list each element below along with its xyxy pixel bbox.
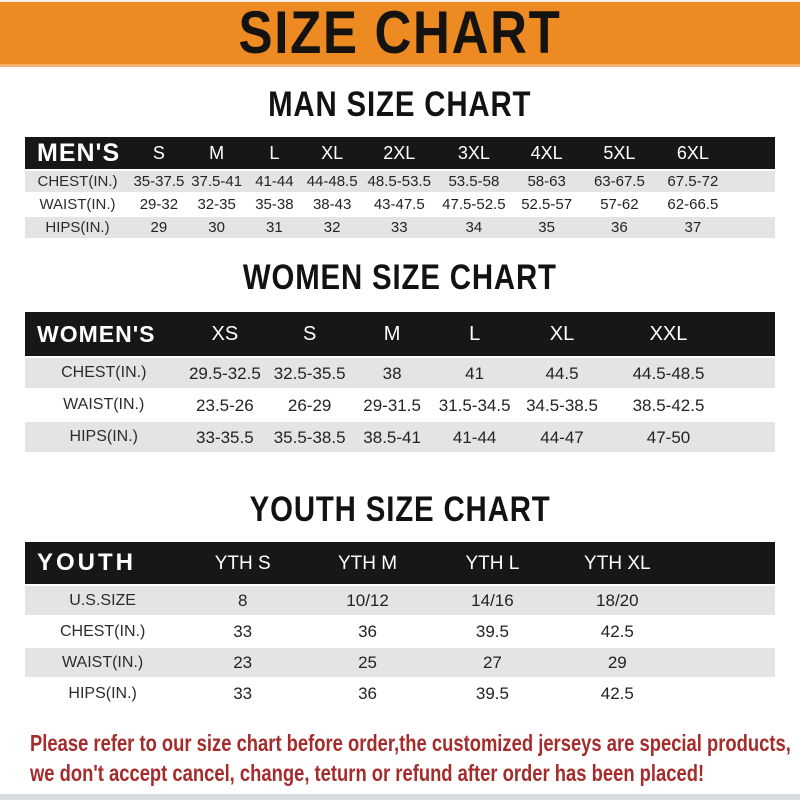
value-cell: 39.5 — [430, 617, 555, 646]
spacer-cell — [680, 679, 775, 708]
disclaimer-note — [30, 728, 800, 788]
size-header-cell: YTH S — [180, 542, 305, 584]
size-header-cell: XS — [183, 312, 268, 356]
row-label-cell: HIPS(IN.) — [25, 217, 130, 238]
size-header-cell: L — [432, 312, 517, 356]
value-cell: 41-44 — [246, 171, 304, 192]
row-label-cell: CHEST(IN.) — [25, 617, 180, 646]
value-cell: 44.5 — [517, 358, 607, 388]
value-cell: 35-37.5 — [130, 171, 188, 192]
value-cell: 35-38 — [246, 194, 304, 215]
row-label-cell: U.S.SIZE — [25, 586, 180, 615]
value-cell: 29 — [130, 217, 188, 238]
size-header-cell: XL — [303, 137, 361, 169]
disclaimer-line-2 — [30, 758, 800, 788]
value-cell: 42.5 — [555, 679, 680, 708]
value-cell: 26-29 — [267, 390, 352, 420]
table-row — [25, 422, 775, 452]
value-cell: 37 — [656, 217, 730, 238]
spacer-cell — [730, 422, 775, 452]
value-cell: 47-50 — [607, 422, 730, 452]
size-chart-banner — [0, 0, 800, 67]
value-cell: 29 — [555, 648, 680, 677]
value-cell: 10/12 — [305, 586, 430, 615]
value-cell: 38.5-41 — [352, 422, 432, 452]
women-section — [0, 260, 800, 454]
value-cell: 36 — [583, 217, 656, 238]
value-cell: 41 — [432, 358, 517, 388]
size-header-cell: YTH L — [430, 542, 555, 584]
row-label-cell: HIPS(IN.) — [25, 679, 180, 708]
row-label-cell: WAIST(IN.) — [25, 390, 183, 420]
spacer-cell — [730, 217, 775, 238]
size-header-row — [25, 312, 775, 356]
spacer-cell — [730, 390, 775, 420]
size-header-cell: 5XL — [583, 137, 656, 169]
size-header-cell: 2XL — [361, 137, 438, 169]
table-row — [25, 358, 775, 388]
size-header-cell: M — [352, 312, 432, 356]
value-cell: 38 — [352, 358, 432, 388]
value-cell: 33 — [180, 679, 305, 708]
spacer-cell — [730, 312, 775, 356]
row-label-cell: HIPS(IN.) — [25, 422, 183, 452]
size-header-row — [25, 542, 775, 584]
table-row — [25, 390, 775, 420]
value-cell: 33 — [361, 217, 438, 238]
value-cell: 31 — [246, 217, 304, 238]
table-title-cell: MEN'S — [25, 137, 130, 169]
value-cell: 36 — [305, 679, 430, 708]
value-cell: 29.5-32.5 — [183, 358, 268, 388]
value-cell: 44.5-48.5 — [607, 358, 730, 388]
value-cell: 23 — [180, 648, 305, 677]
value-cell: 58-63 — [510, 171, 583, 192]
table-row — [25, 586, 775, 615]
youth-section — [0, 492, 800, 710]
size-header-cell: XL — [517, 312, 607, 356]
value-cell: 52.5-57 — [510, 194, 583, 215]
youth-size-table — [25, 540, 775, 710]
spacer-cell — [680, 648, 775, 677]
value-cell: 23.5-26 — [183, 390, 268, 420]
men-section-heading-text: MAN SIZE CHART — [268, 85, 532, 124]
value-cell: 63-67.5 — [583, 171, 656, 192]
value-cell: 47.5-52.5 — [438, 194, 511, 215]
spacer-cell — [730, 171, 775, 192]
value-cell: 43-47.5 — [361, 194, 438, 215]
size-header-row — [25, 137, 775, 169]
spacer-cell — [730, 137, 775, 169]
table-row — [25, 679, 775, 708]
value-cell: 30 — [188, 217, 246, 238]
value-cell: 42.5 — [555, 617, 680, 646]
value-cell: 62-66.5 — [656, 194, 730, 215]
women-size-table — [25, 310, 775, 454]
value-cell: 38-43 — [303, 194, 361, 215]
size-header-cell: YTH M — [305, 542, 430, 584]
value-cell: 33-35.5 — [183, 422, 268, 452]
value-cell: 67.5-72 — [656, 171, 730, 192]
youth-section-heading — [0, 492, 800, 528]
men-section — [0, 87, 800, 240]
value-cell: 29-32 — [130, 194, 188, 215]
table-row — [25, 194, 775, 215]
women-section-heading — [0, 260, 800, 296]
value-cell: 53.5-58 — [438, 171, 511, 192]
spacer-cell — [680, 542, 775, 584]
value-cell: 8 — [180, 586, 305, 615]
value-cell: 41-44 — [432, 422, 517, 452]
value-cell: 35.5-38.5 — [267, 422, 352, 452]
size-header-cell: 3XL — [438, 137, 511, 169]
youth-section-heading-text: YOUTH SIZE CHART — [249, 490, 551, 529]
table-row — [25, 617, 775, 646]
value-cell: 32.5-35.5 — [267, 358, 352, 388]
row-label-cell: WAIST(IN.) — [25, 194, 130, 215]
men-section-heading — [0, 87, 800, 123]
banner-title: SIZE CHART — [238, 0, 562, 66]
size-header-cell: M — [188, 137, 246, 169]
size-header-cell: S — [130, 137, 188, 169]
men-size-table — [25, 135, 775, 240]
value-cell: 32-35 — [188, 194, 246, 215]
value-cell: 14/16 — [430, 586, 555, 615]
spacer-cell — [730, 194, 775, 215]
table-row — [25, 217, 775, 238]
disclaimer-line-2-text: we don't accept cancel, change, teturn or refund after order has been placed! — [30, 760, 705, 786]
spacer-cell — [680, 586, 775, 615]
value-cell: 44-48.5 — [303, 171, 361, 192]
value-cell: 44-47 — [517, 422, 607, 452]
spacer-cell — [680, 617, 775, 646]
value-cell: 29-31.5 — [352, 390, 432, 420]
table-title-cell: YOUTH — [25, 542, 180, 584]
value-cell: 18/20 — [555, 586, 680, 615]
size-header-cell: S — [267, 312, 352, 356]
women-section-heading-text: WOMEN SIZE CHART — [243, 258, 557, 297]
size-header-cell: 6XL — [656, 137, 730, 169]
size-header-cell: YTH XL — [555, 542, 680, 584]
table-row — [25, 171, 775, 192]
value-cell: 27 — [430, 648, 555, 677]
disclaimer-line-1 — [30, 728, 800, 758]
value-cell: 48.5-53.5 — [361, 171, 438, 192]
table-title-cell: WOMEN'S — [25, 312, 183, 356]
value-cell: 25 — [305, 648, 430, 677]
bottom-edge-strip — [0, 794, 800, 800]
value-cell: 36 — [305, 617, 430, 646]
row-label-cell: CHEST(IN.) — [25, 358, 183, 388]
value-cell: 39.5 — [430, 679, 555, 708]
size-header-cell: 4XL — [510, 137, 583, 169]
disclaimer-line-1-text: Please refer to our size chart before order,the customized jerseys are special products, — [30, 730, 791, 756]
value-cell: 35 — [510, 217, 583, 238]
value-cell: 32 — [303, 217, 361, 238]
spacer-cell — [730, 358, 775, 388]
row-label-cell: WAIST(IN.) — [25, 648, 180, 677]
row-label-cell: CHEST(IN.) — [25, 171, 130, 192]
value-cell: 38.5-42.5 — [607, 390, 730, 420]
size-header-cell: XXL — [607, 312, 730, 356]
value-cell: 57-62 — [583, 194, 656, 215]
size-header-cell: L — [246, 137, 304, 169]
table-row — [25, 648, 775, 677]
value-cell: 31.5-34.5 — [432, 390, 517, 420]
value-cell: 33 — [180, 617, 305, 646]
value-cell: 34 — [438, 217, 511, 238]
value-cell: 37.5-41 — [188, 171, 246, 192]
value-cell: 34.5-38.5 — [517, 390, 607, 420]
